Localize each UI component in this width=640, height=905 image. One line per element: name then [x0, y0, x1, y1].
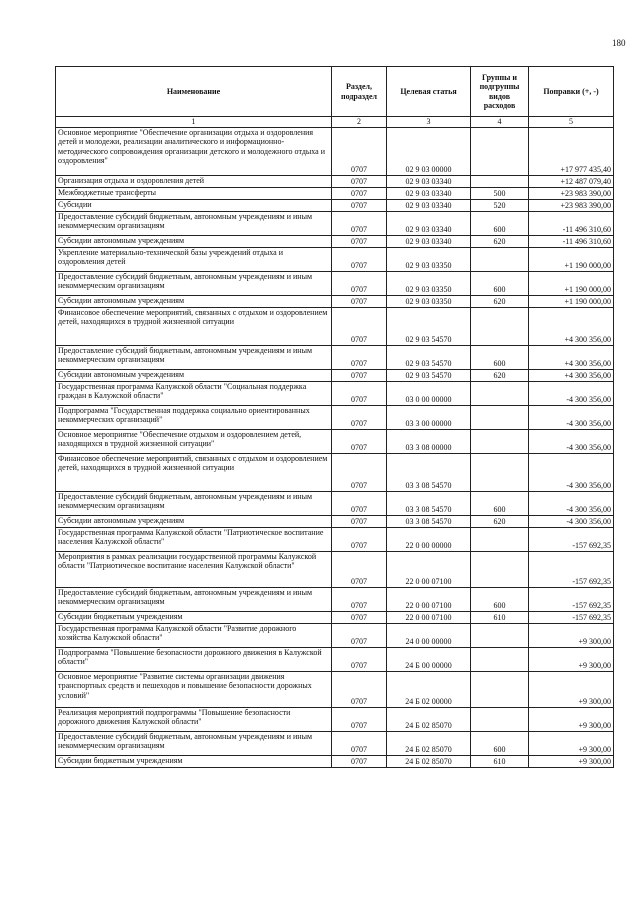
row-expense-group: [471, 623, 529, 647]
row-expense-group: [471, 307, 529, 345]
table-row: [56, 235, 614, 247]
row-section: 0707: [332, 405, 387, 429]
row-section: 0707: [332, 247, 387, 271]
table-header-row: [56, 67, 614, 117]
row-expense-group: [471, 527, 529, 551]
row-target-article: 03 3 08 54570: [387, 515, 471, 527]
row-expense-group: 610: [471, 611, 529, 623]
row-section: 0707: [332, 307, 387, 345]
row-section: 0707: [332, 345, 387, 369]
row-target-article: 02 9 03 54570: [387, 307, 471, 345]
row-name: Финансовое обеспечение мероприятий, связанных с отдыхом и оздоровлением детей, находящихся в трудной жизненной ситуации: [56, 307, 332, 345]
row-amendment: -4 300 356,00: [529, 491, 614, 515]
row-target-article: 22 0 00 07100: [387, 611, 471, 623]
row-target-article: 02 9 03 00000: [387, 127, 471, 175]
row-section: 0707: [332, 175, 387, 187]
header-section: Раздел, подраздел: [332, 67, 387, 117]
row-name: Предоставление субсидий бюджетным, автономным учреждениям и иным некоммерческим организациям: [56, 731, 332, 755]
row-name: Организация отдыха и оздоровления детей: [56, 175, 332, 187]
row-amendment: +9 300,00: [529, 647, 614, 671]
row-name: Предоставление субсидий бюджетным, автономным учреждениям и иным некоммерческим организациям: [56, 271, 332, 295]
row-section: 0707: [332, 515, 387, 527]
table-row: [56, 369, 614, 381]
row-amendment: +17 977 435,40: [529, 127, 614, 175]
row-name: Субсидии бюджетным учреждениям: [56, 755, 332, 767]
row-target-article: 02 9 03 03340: [387, 187, 471, 199]
row-target-article: 24 Б 02 85070: [387, 731, 471, 755]
table-row: [56, 199, 614, 211]
row-section: 0707: [332, 429, 387, 453]
row-target-article: 22 0 00 07100: [387, 551, 471, 587]
table-row: [56, 551, 614, 587]
row-expense-group: 600: [471, 345, 529, 369]
row-section: 0707: [332, 731, 387, 755]
row-target-article: 02 9 03 54570: [387, 345, 471, 369]
row-amendment: +4 300 356,00: [529, 307, 614, 345]
row-amendment: -4 300 356,00: [529, 453, 614, 491]
row-amendment: +12 487 079,40: [529, 175, 614, 187]
table-row: [56, 247, 614, 271]
row-target-article: 24 Б 00 00000: [387, 647, 471, 671]
row-expense-group: 620: [471, 515, 529, 527]
header-name: Наименование: [56, 67, 332, 117]
row-expense-group: 620: [471, 295, 529, 307]
row-amendment: +23 983 390,00: [529, 199, 614, 211]
row-amendment: -157 692,35: [529, 587, 614, 611]
row-target-article: 24 0 00 00000: [387, 623, 471, 647]
row-amendment: +4 300 356,00: [529, 345, 614, 369]
row-name: Основное мероприятие "Обеспечение организации отдыха и оздоровления детей и молодежи, реализации аналитического и информационно-методического сопровождения организации детского и молодежного отдыха и оздоровления": [56, 127, 332, 175]
row-amendment: -11 496 310,60: [529, 235, 614, 247]
row-amendment: -4 300 356,00: [529, 405, 614, 429]
row-target-article: 03 3 08 54570: [387, 453, 471, 491]
row-name: Предоставление субсидий бюджетным, автономным учреждениям и иным некоммерческим организациям: [56, 587, 332, 611]
row-name: Государственная программа Калужской области "Социальная поддержка граждан в Калужской области": [56, 381, 332, 405]
row-amendment: -157 692,35: [529, 611, 614, 623]
row-expense-group: [471, 247, 529, 271]
row-name: Укрепление материально-технической базы учреждений отдыха и оздоровления детей: [56, 247, 332, 271]
row-section: 0707: [332, 211, 387, 235]
row-amendment: +1 190 000,00: [529, 247, 614, 271]
budget-amendments-table: [55, 66, 614, 768]
table-row: [56, 623, 614, 647]
row-name: Субсидии автономным учреждениям: [56, 235, 332, 247]
row-section: 0707: [332, 271, 387, 295]
row-amendment: +9 300,00: [529, 623, 614, 647]
table-row: [56, 491, 614, 515]
row-amendment: +4 300 356,00: [529, 369, 614, 381]
row-amendment: +9 300,00: [529, 731, 614, 755]
row-name: Подпрограмма "Государственная поддержка социально ориентированных некоммерческих организаций": [56, 405, 332, 429]
row-expense-group: [471, 551, 529, 587]
row-section: 0707: [332, 295, 387, 307]
page-number: 180: [612, 38, 626, 48]
row-section: 0707: [332, 551, 387, 587]
row-section: 0707: [332, 127, 387, 175]
row-name: Мероприятия в рамках реализации государственной программы Калужской области "Патриотическое воспитание населения Калужской области": [56, 551, 332, 587]
row-expense-group: 600: [471, 587, 529, 611]
row-target-article: 02 9 03 54570: [387, 369, 471, 381]
table-row: [56, 707, 614, 731]
row-name: Государственная программа Калужской области "Патриотическое воспитание населения Калужской области": [56, 527, 332, 551]
row-name: Государственная программа Калужской области "Развитие дорожного хозяйства Калужской области": [56, 623, 332, 647]
table-row: [56, 345, 614, 369]
table-row: [56, 271, 614, 295]
row-target-article: 22 0 00 00000: [387, 527, 471, 551]
header-expense-group: Группы и подгруппы видов расходов: [471, 67, 529, 117]
row-section: 0707: [332, 647, 387, 671]
row-name: Субсидии автономным учреждениям: [56, 369, 332, 381]
row-expense-group: [471, 707, 529, 731]
row-target-article: 22 0 00 07100: [387, 587, 471, 611]
table-row: [56, 187, 614, 199]
table-row: [56, 527, 614, 551]
row-expense-group: 620: [471, 369, 529, 381]
table-row: [56, 515, 614, 527]
row-amendment: +1 190 000,00: [529, 271, 614, 295]
table-row: [56, 175, 614, 187]
row-target-article: 03 0 00 00000: [387, 381, 471, 405]
row-amendment: -4 300 356,00: [529, 429, 614, 453]
row-section: 0707: [332, 369, 387, 381]
row-section: 0707: [332, 235, 387, 247]
row-amendment: +9 300,00: [529, 707, 614, 731]
row-expense-group: 620: [471, 235, 529, 247]
row-target-article: 24 Б 02 85070: [387, 707, 471, 731]
row-section: 0707: [332, 611, 387, 623]
row-amendment: -11 496 310,60: [529, 211, 614, 235]
row-target-article: 02 9 03 03340: [387, 199, 471, 211]
row-section: 0707: [332, 453, 387, 491]
row-expense-group: [471, 175, 529, 187]
row-expense-group: 610: [471, 755, 529, 767]
row-target-article: 24 Б 02 85070: [387, 755, 471, 767]
row-expense-group: 500: [471, 187, 529, 199]
table-row: [56, 671, 614, 707]
table-row: [56, 587, 614, 611]
row-expense-group: [471, 453, 529, 491]
row-section: 0707: [332, 755, 387, 767]
row-name: Подпрограмма "Повышение безопасности дорожного движения в Калужской области": [56, 647, 332, 671]
header-target-article: Целевая статья: [387, 67, 471, 117]
table-row: [56, 381, 614, 405]
table-row: [56, 211, 614, 235]
col-number: 3: [387, 117, 471, 128]
row-expense-group: [471, 429, 529, 453]
table-row: [56, 295, 614, 307]
row-name: Основное мероприятие "Обеспечение отдыхом и оздоровлением детей, находящихся в трудной жизненной ситуации": [56, 429, 332, 453]
row-section: 0707: [332, 199, 387, 211]
row-target-article: 02 9 03 03340: [387, 175, 471, 187]
row-expense-group: 520: [471, 199, 529, 211]
header-amendment: Поправки (+, -): [529, 67, 614, 117]
row-amendment: -4 300 356,00: [529, 381, 614, 405]
row-target-article: 02 9 03 03350: [387, 295, 471, 307]
row-target-article: 03 3 08 54570: [387, 491, 471, 515]
col-number: 4: [471, 117, 529, 128]
row-expense-group: [471, 127, 529, 175]
row-amendment: +9 300,00: [529, 755, 614, 767]
row-amendment: +9 300,00: [529, 671, 614, 707]
row-expense-group: [471, 381, 529, 405]
row-expense-group: 600: [471, 211, 529, 235]
row-name: Основное мероприятие "Развитие системы организации движения транспортных средств и пешеходов и повышение безопасности дорожных условий": [56, 671, 332, 707]
row-section: 0707: [332, 491, 387, 515]
row-expense-group: 600: [471, 731, 529, 755]
row-target-article: 02 9 03 03350: [387, 271, 471, 295]
row-target-article: 02 9 03 03350: [387, 247, 471, 271]
row-target-article: 02 9 03 03340: [387, 235, 471, 247]
table-row: [56, 647, 614, 671]
row-expense-group: [471, 405, 529, 429]
row-section: 0707: [332, 587, 387, 611]
row-name: Реализация мероприятий подпрограммы "Повышение безопасности дорожного движения Калужской области": [56, 707, 332, 731]
row-expense-group: 600: [471, 491, 529, 515]
row-section: 0707: [332, 707, 387, 731]
row-section: 0707: [332, 381, 387, 405]
row-name: Предоставление субсидий бюджетным, автономным учреждениям и иным некоммерческим организациям: [56, 491, 332, 515]
row-amendment: -4 300 356,00: [529, 515, 614, 527]
table-row: [56, 405, 614, 429]
row-section: 0707: [332, 623, 387, 647]
row-name: Субсидии: [56, 199, 332, 211]
row-name: Субсидии автономным учреждениям: [56, 295, 332, 307]
row-expense-group: [471, 671, 529, 707]
row-name: Межбюджетные трансферты: [56, 187, 332, 199]
row-name: Субсидии бюджетным учреждениям: [56, 611, 332, 623]
row-target-article: 02 9 03 03340: [387, 211, 471, 235]
row-target-article: 24 Б 02 00000: [387, 671, 471, 707]
row-name: Предоставление субсидий бюджетным, автономным учреждениям и иным некоммерческим организациям: [56, 211, 332, 235]
row-amendment: +1 190 000,00: [529, 295, 614, 307]
row-target-article: 03 3 00 00000: [387, 405, 471, 429]
table-row: [56, 429, 614, 453]
col-number: 5: [529, 117, 614, 128]
table-row: [56, 755, 614, 767]
col-number: 2: [332, 117, 387, 128]
row-expense-group: 600: [471, 271, 529, 295]
row-amendment: -157 692,35: [529, 551, 614, 587]
table-row: [56, 127, 614, 175]
row-name: Субсидии автономным учреждениям: [56, 515, 332, 527]
row-target-article: 03 3 08 00000: [387, 429, 471, 453]
column-number-row: [56, 117, 614, 128]
row-section: 0707: [332, 671, 387, 707]
row-amendment: +23 983 390,00: [529, 187, 614, 199]
table-row: [56, 307, 614, 345]
row-amendment: -157 692,35: [529, 527, 614, 551]
table-row: [56, 611, 614, 623]
table-row: [56, 453, 614, 491]
table-row: [56, 731, 614, 755]
row-name: Предоставление субсидий бюджетным, автономным учреждениям и иным некоммерческим организациям: [56, 345, 332, 369]
col-number: 1: [56, 117, 332, 128]
row-section: 0707: [332, 187, 387, 199]
row-section: 0707: [332, 527, 387, 551]
row-expense-group: [471, 647, 529, 671]
row-name: Финансовое обеспечение мероприятий, связанных с отдыхом и оздоровлением детей, находящихся в трудной жизненной ситуации: [56, 453, 332, 491]
